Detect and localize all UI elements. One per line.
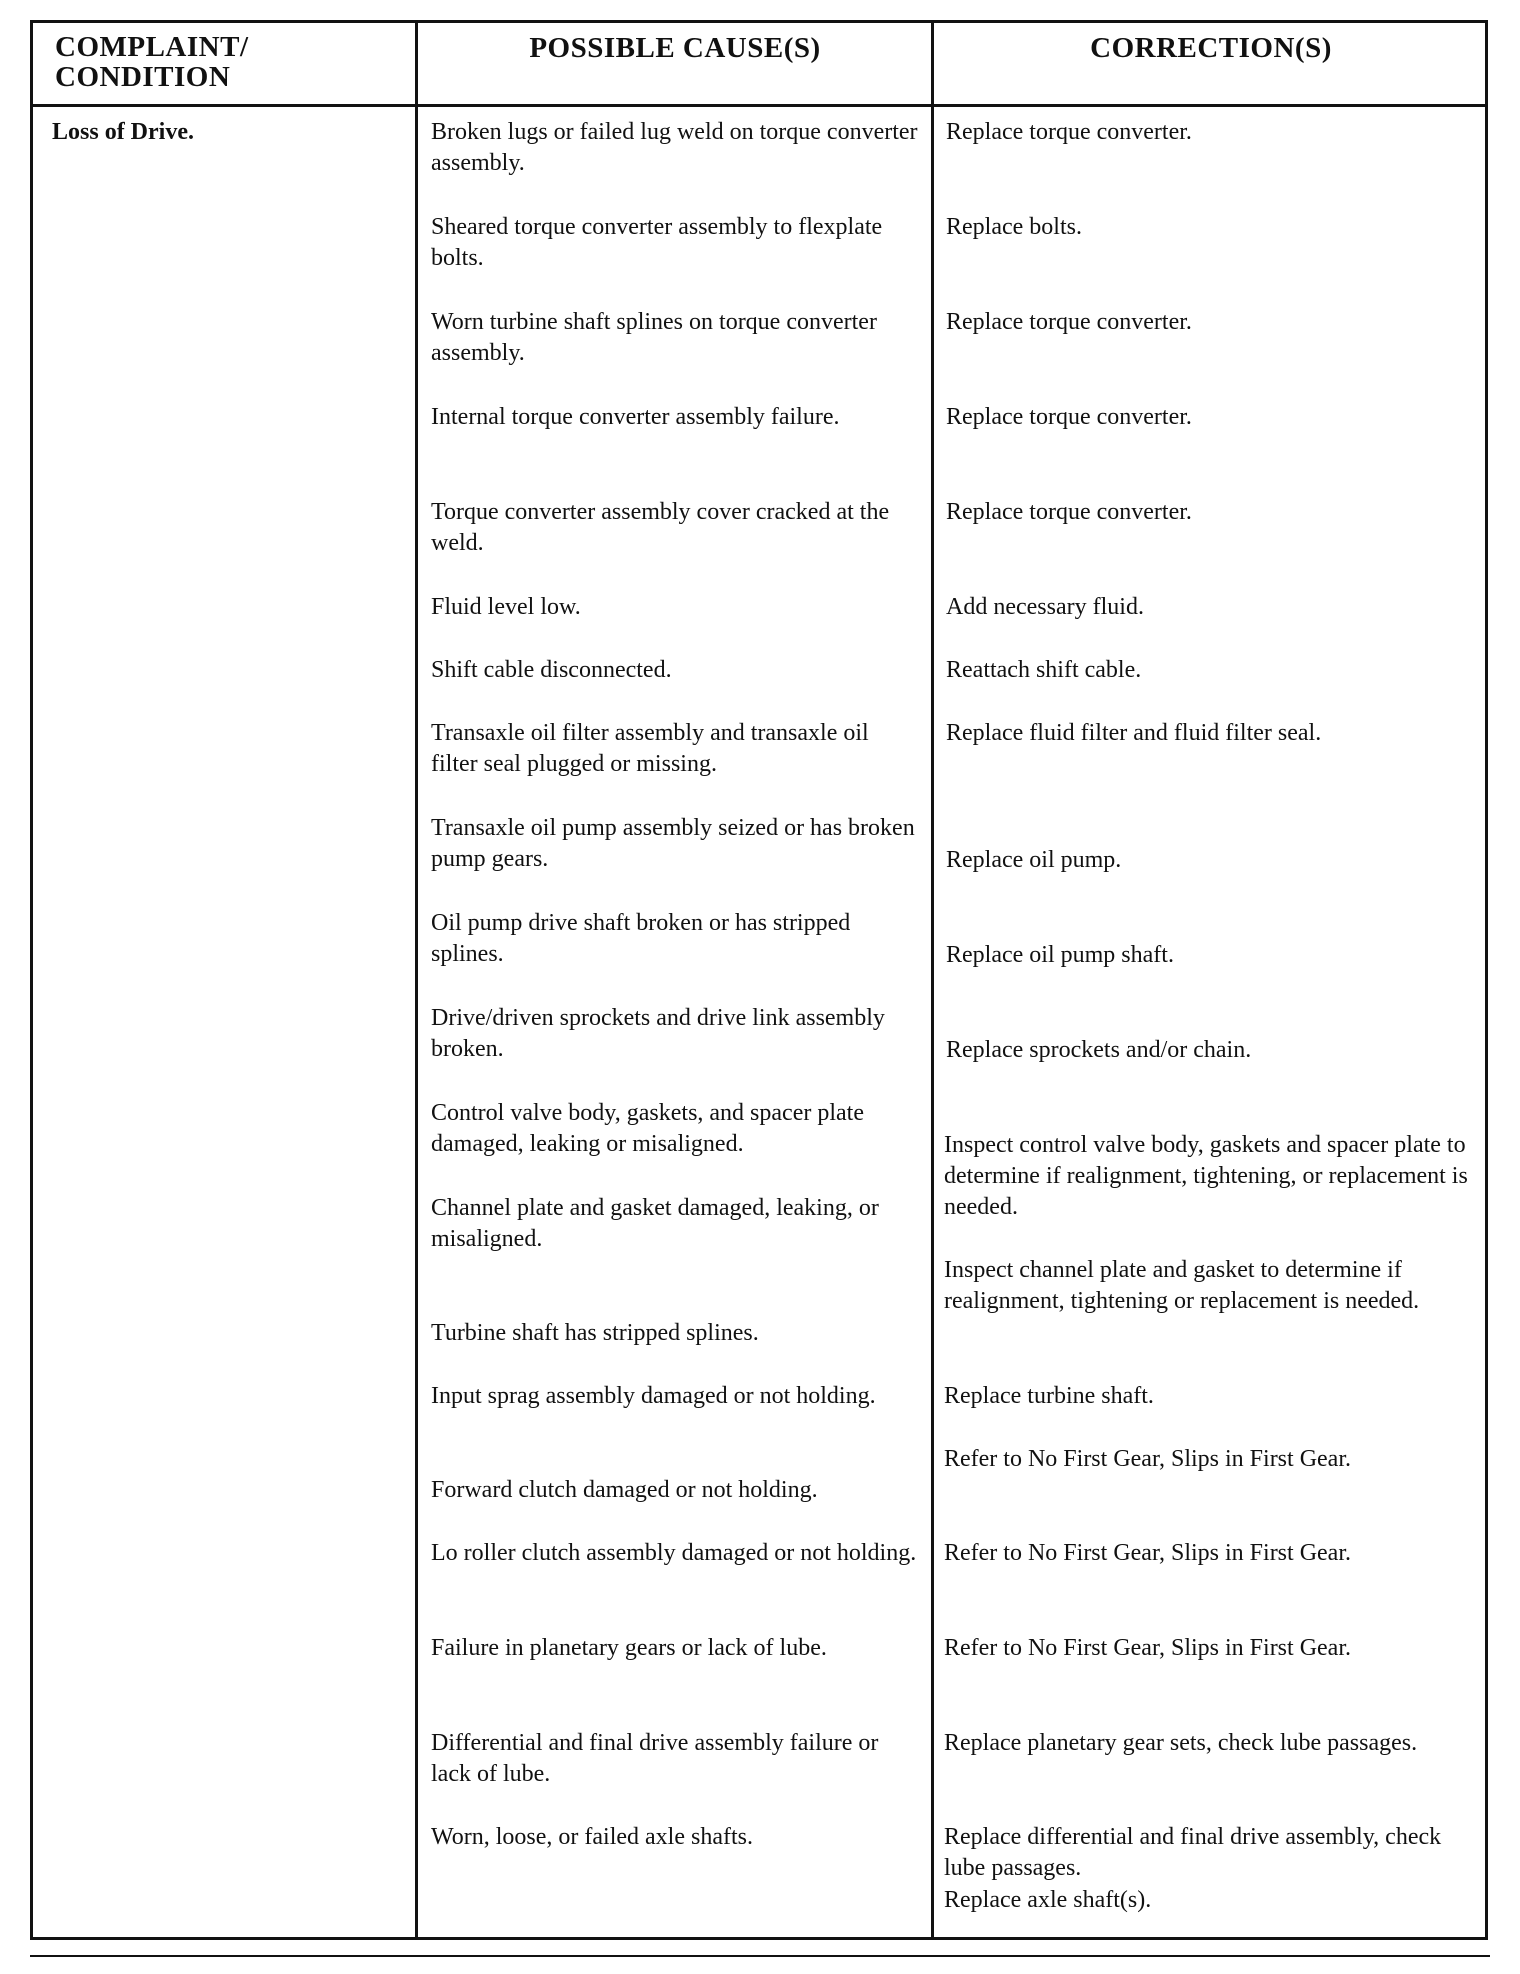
correction-cell: Replace sprockets and/or chain. — [946, 1037, 1252, 1063]
correction-cell: Refer to No First Gear, Slips in First Gear. — [944, 1635, 1351, 1661]
cause-cell: Transaxle oil filter assembly and transaxle oil filter seal plugged or missing. — [431, 720, 869, 777]
header-cause: POSSIBLE CAUSE(S) — [529, 32, 821, 64]
cause-cell: Lo roller clutch assembly damaged or not holding. — [431, 1540, 917, 1566]
cause-cell: Input sprag assembly damaged or not holding. — [431, 1383, 876, 1409]
correction-cell: Inspect control valve body, gaskets and spacer plate to determine if realignment, tightening, or replacement is needed. — [944, 1132, 1468, 1220]
cause-cell: Broken lugs or failed lug weld on torque converter assembly. — [431, 119, 918, 176]
correction-cell: Replace torque converter. — [946, 499, 1192, 525]
cause-cell: Control valve body, gaskets, and spacer plate damaged, leaking or misaligned. — [431, 1100, 864, 1157]
cause-cell: Drive/driven sprockets and drive link assembly broken. — [431, 1005, 885, 1062]
bottom-rule — [30, 1955, 1490, 1957]
correction-cell: Replace axle shaft(s). — [944, 1887, 1152, 1913]
cause-cell: Sheared torque converter assembly to flexplate bolts. — [431, 214, 883, 271]
column-divider — [415, 20, 418, 1940]
correction-cell: Replace oil pump shaft. — [946, 942, 1174, 968]
correction-cell: Inspect channel plate and gasket to determine if realignment, tightening or replacement is needed. — [944, 1257, 1420, 1314]
correction-cell: Add necessary fluid. — [946, 594, 1144, 620]
column-divider — [931, 20, 934, 1940]
correction-cell: Replace turbine shaft. — [944, 1383, 1154, 1409]
correction-cell: Replace oil pump. — [946, 847, 1122, 873]
cause-cell: Forward clutch damaged or not holding. — [431, 1477, 818, 1503]
correction-cell: Replace torque converter. — [946, 309, 1192, 335]
cause-cell: Differential and final drive assembly failure or lack of lube. — [431, 1730, 879, 1787]
cause-cell: Worn turbine shaft splines on torque converter assembly. — [431, 309, 877, 366]
correction-cell: Refer to No First Gear, Slips in First Gear. — [944, 1540, 1351, 1566]
cause-cell: Transaxle oil pump assembly seized or has broken pump gears. — [431, 815, 915, 872]
cause-cell: Channel plate and gasket damaged, leaking, or misaligned. — [431, 1195, 879, 1252]
header-divider — [30, 104, 1488, 107]
header-complaint: COMPLAINT/ CONDITION — [55, 31, 249, 93]
header-correction: CORRECTION(S) — [1090, 32, 1332, 64]
correction-cell: Replace differential and final drive assembly, check lube passages. — [944, 1824, 1442, 1881]
correction-cell: Replace torque converter. — [946, 119, 1192, 145]
cause-cell: Fluid level low. — [431, 594, 581, 620]
cause-cell: Turbine shaft has stripped splines. — [431, 1320, 759, 1346]
correction-cell: Replace torque converter. — [946, 404, 1192, 430]
cause-cell: Worn, loose, or failed axle shafts. — [431, 1824, 753, 1850]
cause-cell: Torque converter assembly cover cracked at the weld. — [431, 499, 890, 556]
cause-cell: Failure in planetary gears or lack of lube. — [431, 1635, 827, 1661]
correction-cell: Refer to No First Gear, Slips in First Gear. — [944, 1446, 1351, 1472]
correction-cell: Reattach shift cable. — [946, 657, 1142, 683]
cause-cell: Shift cable disconnected. — [431, 657, 672, 683]
cause-cell: Internal torque converter assembly failure. — [431, 404, 840, 430]
correction-cell: Replace fluid filter and fluid filter seal. — [946, 720, 1322, 746]
correction-cell: Replace planetary gear sets, check lube passages. — [944, 1730, 1418, 1756]
condition-cell: Loss of Drive. — [52, 119, 194, 145]
cause-cell: Oil pump drive shaft broken or has stripped splines. — [431, 910, 851, 967]
correction-cell: Replace bolts. — [946, 214, 1082, 240]
